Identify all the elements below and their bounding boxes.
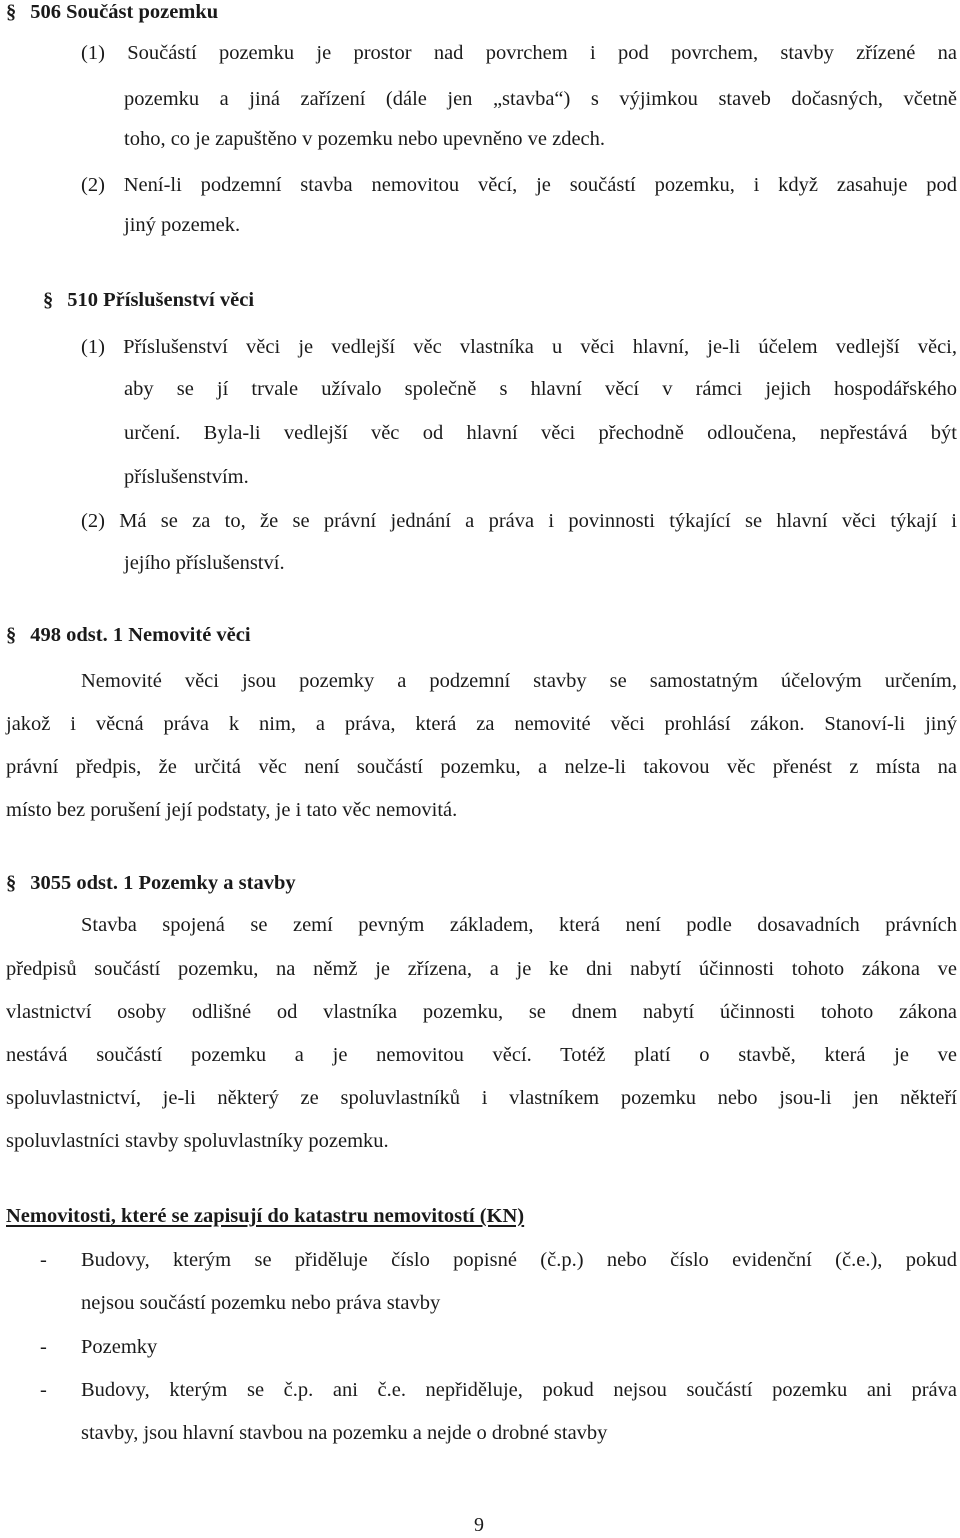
- kn-heading: Nemovitosti, které se zapisují do katastru nemovitostí (KN): [6, 1205, 525, 1227]
- text-line: (1) Součástí pozemku je prostor nad povrchem i pod povrchem, stavby zřízené na: [81, 42, 957, 64]
- list-bullet: -: [40, 1336, 47, 1358]
- text-line: jiný pozemek.: [124, 214, 241, 236]
- text-line: (1) Příslušenství věci je vedlejší věc vlastníka u věci hlavní, je-li účelem vedlejší věci,: [81, 336, 957, 358]
- text-line: toho, co je zapuštěno v pozemku nebo upevněno ve zdech.: [124, 128, 606, 150]
- section-heading-510: § 510 Příslušenství věci: [43, 289, 255, 311]
- text-line: Stavba spojená se zemí pevným základem, která není podle dosavadních právních: [81, 914, 957, 936]
- text-line: vlastnictví osoby odlišné od vlastníka pozemku, se dnem nabytí účinnosti tohoto zákona: [6, 1001, 957, 1023]
- list-bullet: -: [40, 1379, 47, 1401]
- page-number: 9: [474, 1514, 484, 1536]
- section-heading-506: § 506 Součást pozemku: [6, 1, 219, 23]
- text-line: Nemovité věci jsou pozemky a podzemní stavby se samostatným účelovým určením,: [81, 670, 957, 692]
- section-sign: §: [6, 624, 17, 646]
- text-line: místo bez porušení její podstaty, je i tato věc nemovitá.: [6, 799, 458, 821]
- list-item-text: Budovy, kterým se č.p. ani č.e. nepřiděluje, pokud nejsou součástí pozemku ani práva: [81, 1379, 957, 1401]
- text-line: pozemku a jiná zařízení (dále jen „stavba“) s výjimkou staveb dočasných, včetně: [124, 88, 957, 110]
- text-line: spoluvlastnictví, je-li některý ze spoluvlastníků i vlastníkem pozemku nebo jsou-li jen někteří: [6, 1087, 957, 1109]
- text-line: jakož i věcná práva k nim, a práva, která za nemovité věci prohlásí zákon. Stanoví-li jiný: [6, 713, 957, 735]
- section-sign: §: [6, 1, 17, 23]
- section-heading-498: § 498 odst. 1 Nemovité věci: [6, 624, 251, 646]
- list-item-text: stavby, jsou hlavní stavbou na pozemku a nejde o drobné stavby: [81, 1422, 608, 1444]
- list-item-text: Budovy, kterým se přiděluje číslo popisné (č.p.) nebo číslo evidenční (č.e.), pokud: [81, 1249, 957, 1271]
- text-line: (2) Má se za to, že se právní jednání a práva i povinnosti týkající se hlavní věci týkají i: [81, 510, 957, 532]
- text-line: předpisů součástí pozemku, na němž je zřízena, a je ke dni nabytí účinnosti tohoto zákona ve: [6, 958, 957, 980]
- text-line: příslušenstvím.: [124, 466, 249, 488]
- text-line: (2) Není-li podzemní stavba nemovitou věcí, je součástí pozemku, i když zasahuje pod: [81, 174, 957, 196]
- text-line: nestává součástí pozemku a je nemovitou věcí. Totéž platí o stavbě, která je ve: [6, 1044, 957, 1066]
- text-line: spoluvlastníci stavby spoluvlastníky pozemku.: [6, 1130, 389, 1152]
- section-sign: §: [43, 289, 54, 311]
- text-line: aby se jí trvale užívalo společně s hlavní věcí v rámci jejich hospodářského: [124, 378, 957, 400]
- list-item-text: Pozemky: [81, 1336, 158, 1358]
- text-line: určení. Byla-li vedlejší věc od hlavní věci přechodně odloučena, nepřestává být: [124, 422, 957, 444]
- text-line: jejího příslušenství.: [124, 552, 285, 574]
- section-sign: §: [6, 872, 17, 894]
- section-heading-3055: § 3055 odst. 1 Pozemky a stavby: [6, 872, 296, 894]
- text-line: právní předpis, že určitá věc není součástí pozemku, a nelze-li takovou věc přenést z místa na: [6, 756, 957, 778]
- list-item-text: nejsou součástí pozemku nebo práva stavby: [81, 1292, 441, 1314]
- list-bullet: -: [40, 1249, 47, 1271]
